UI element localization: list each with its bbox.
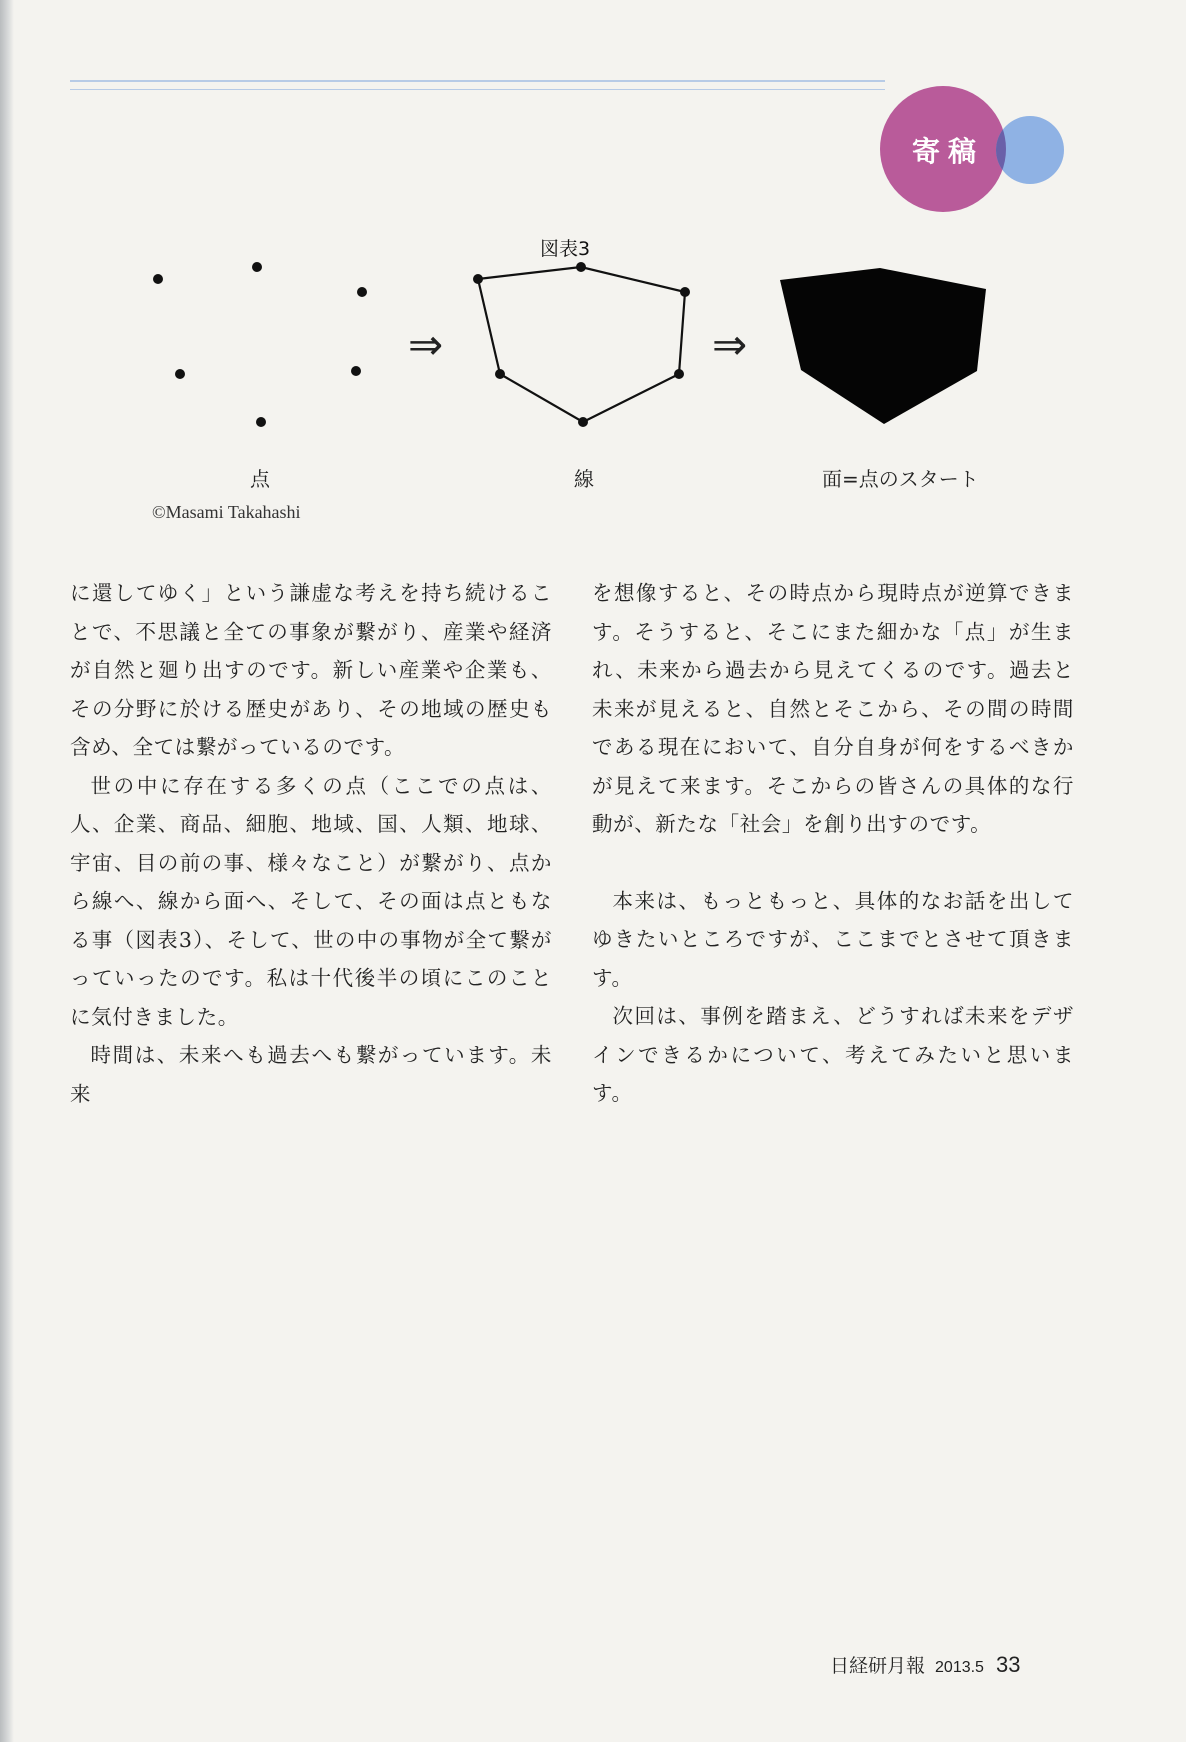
- paragraph: 世の中に存在する多くの点（ここでの点は、人、企業、商品、細胞、地域、国、人類、地球、宇宙、目の前の事、様々なこと）が繋がり、点から線へ、線から面へ、そして、その面は点ともなる事（図表3）、そして、世の中の事物が全て繋がっていったのです。私は十代後半の頃にこのことに気付きました。: [70, 773, 552, 1029]
- figure-caption: 図表3: [540, 238, 591, 260]
- paragraph: 次回は、事例を踏まえ、どうすれば未来をデザインできるかについて、考えてみたいと思います。: [592, 1004, 1074, 1105]
- issue-date: 2013.5: [935, 1659, 984, 1676]
- paragraph: に還してゆく」という謙虚な考えを持ち続けることで、不思議と全ての事象が繋がり、産業や経済が自然と廻り出すのです。新しい産業や企業も、その分野に於ける歴史があり、その地域の歴史も含め、全ては繋がっているのです。: [70, 581, 552, 759]
- paragraph: 時間は、未来へも過去へも繋がっています。未来: [70, 1043, 552, 1106]
- point: [175, 369, 185, 379]
- body-column-right: [592, 574, 1074, 1113]
- vertex: [576, 262, 586, 272]
- connected-shape: [473, 262, 690, 427]
- badge-label: 寄稿: [912, 135, 985, 168]
- point: [252, 262, 262, 272]
- figure-copyright: ©Masami Takahashi: [152, 502, 301, 522]
- vertex: [680, 287, 690, 297]
- vertex: [578, 417, 588, 427]
- point: [351, 366, 361, 376]
- point: [357, 287, 367, 297]
- vertex: [495, 369, 505, 379]
- page-number: 33: [995, 1652, 1021, 1677]
- paragraph: 本来は、もっともっと、具体的なお話を出してゆきたいところですが、ここまでとさせて頂きます。: [592, 888, 1074, 990]
- label-surface: 面=点のスタート: [822, 467, 979, 491]
- point: [153, 274, 163, 284]
- publication-name: 日経研月報: [830, 1655, 926, 1677]
- polygon-outline: [478, 267, 685, 422]
- point: [256, 417, 266, 427]
- arrow-2: ⇒: [712, 320, 748, 369]
- vertex: [473, 274, 483, 284]
- label-points: 点: [250, 467, 270, 491]
- page-footer: [830, 1651, 1020, 1678]
- paragraph: を想像すると、その時点から現時点が逆算できます。そうすると、そこにまた細かな「点」が生まれ、未来から過去から見えてくるのです。過去と未来が見えると、自然とそこから、その間の時間である現在において、自分自身が何をするべきかが見えて来ます。そこからの皆さんの具体的な行動が、新たな「社会」を創り出すのです。: [592, 581, 1074, 836]
- filled-surface: [780, 268, 986, 424]
- vertex: [674, 369, 684, 379]
- label-lines: 線: [574, 467, 594, 491]
- figure-diagram: [0, 0, 1186, 520]
- arrow-1: ⇒: [408, 320, 444, 369]
- body-column-left: [70, 574, 552, 1113]
- scattered-points: [153, 262, 367, 427]
